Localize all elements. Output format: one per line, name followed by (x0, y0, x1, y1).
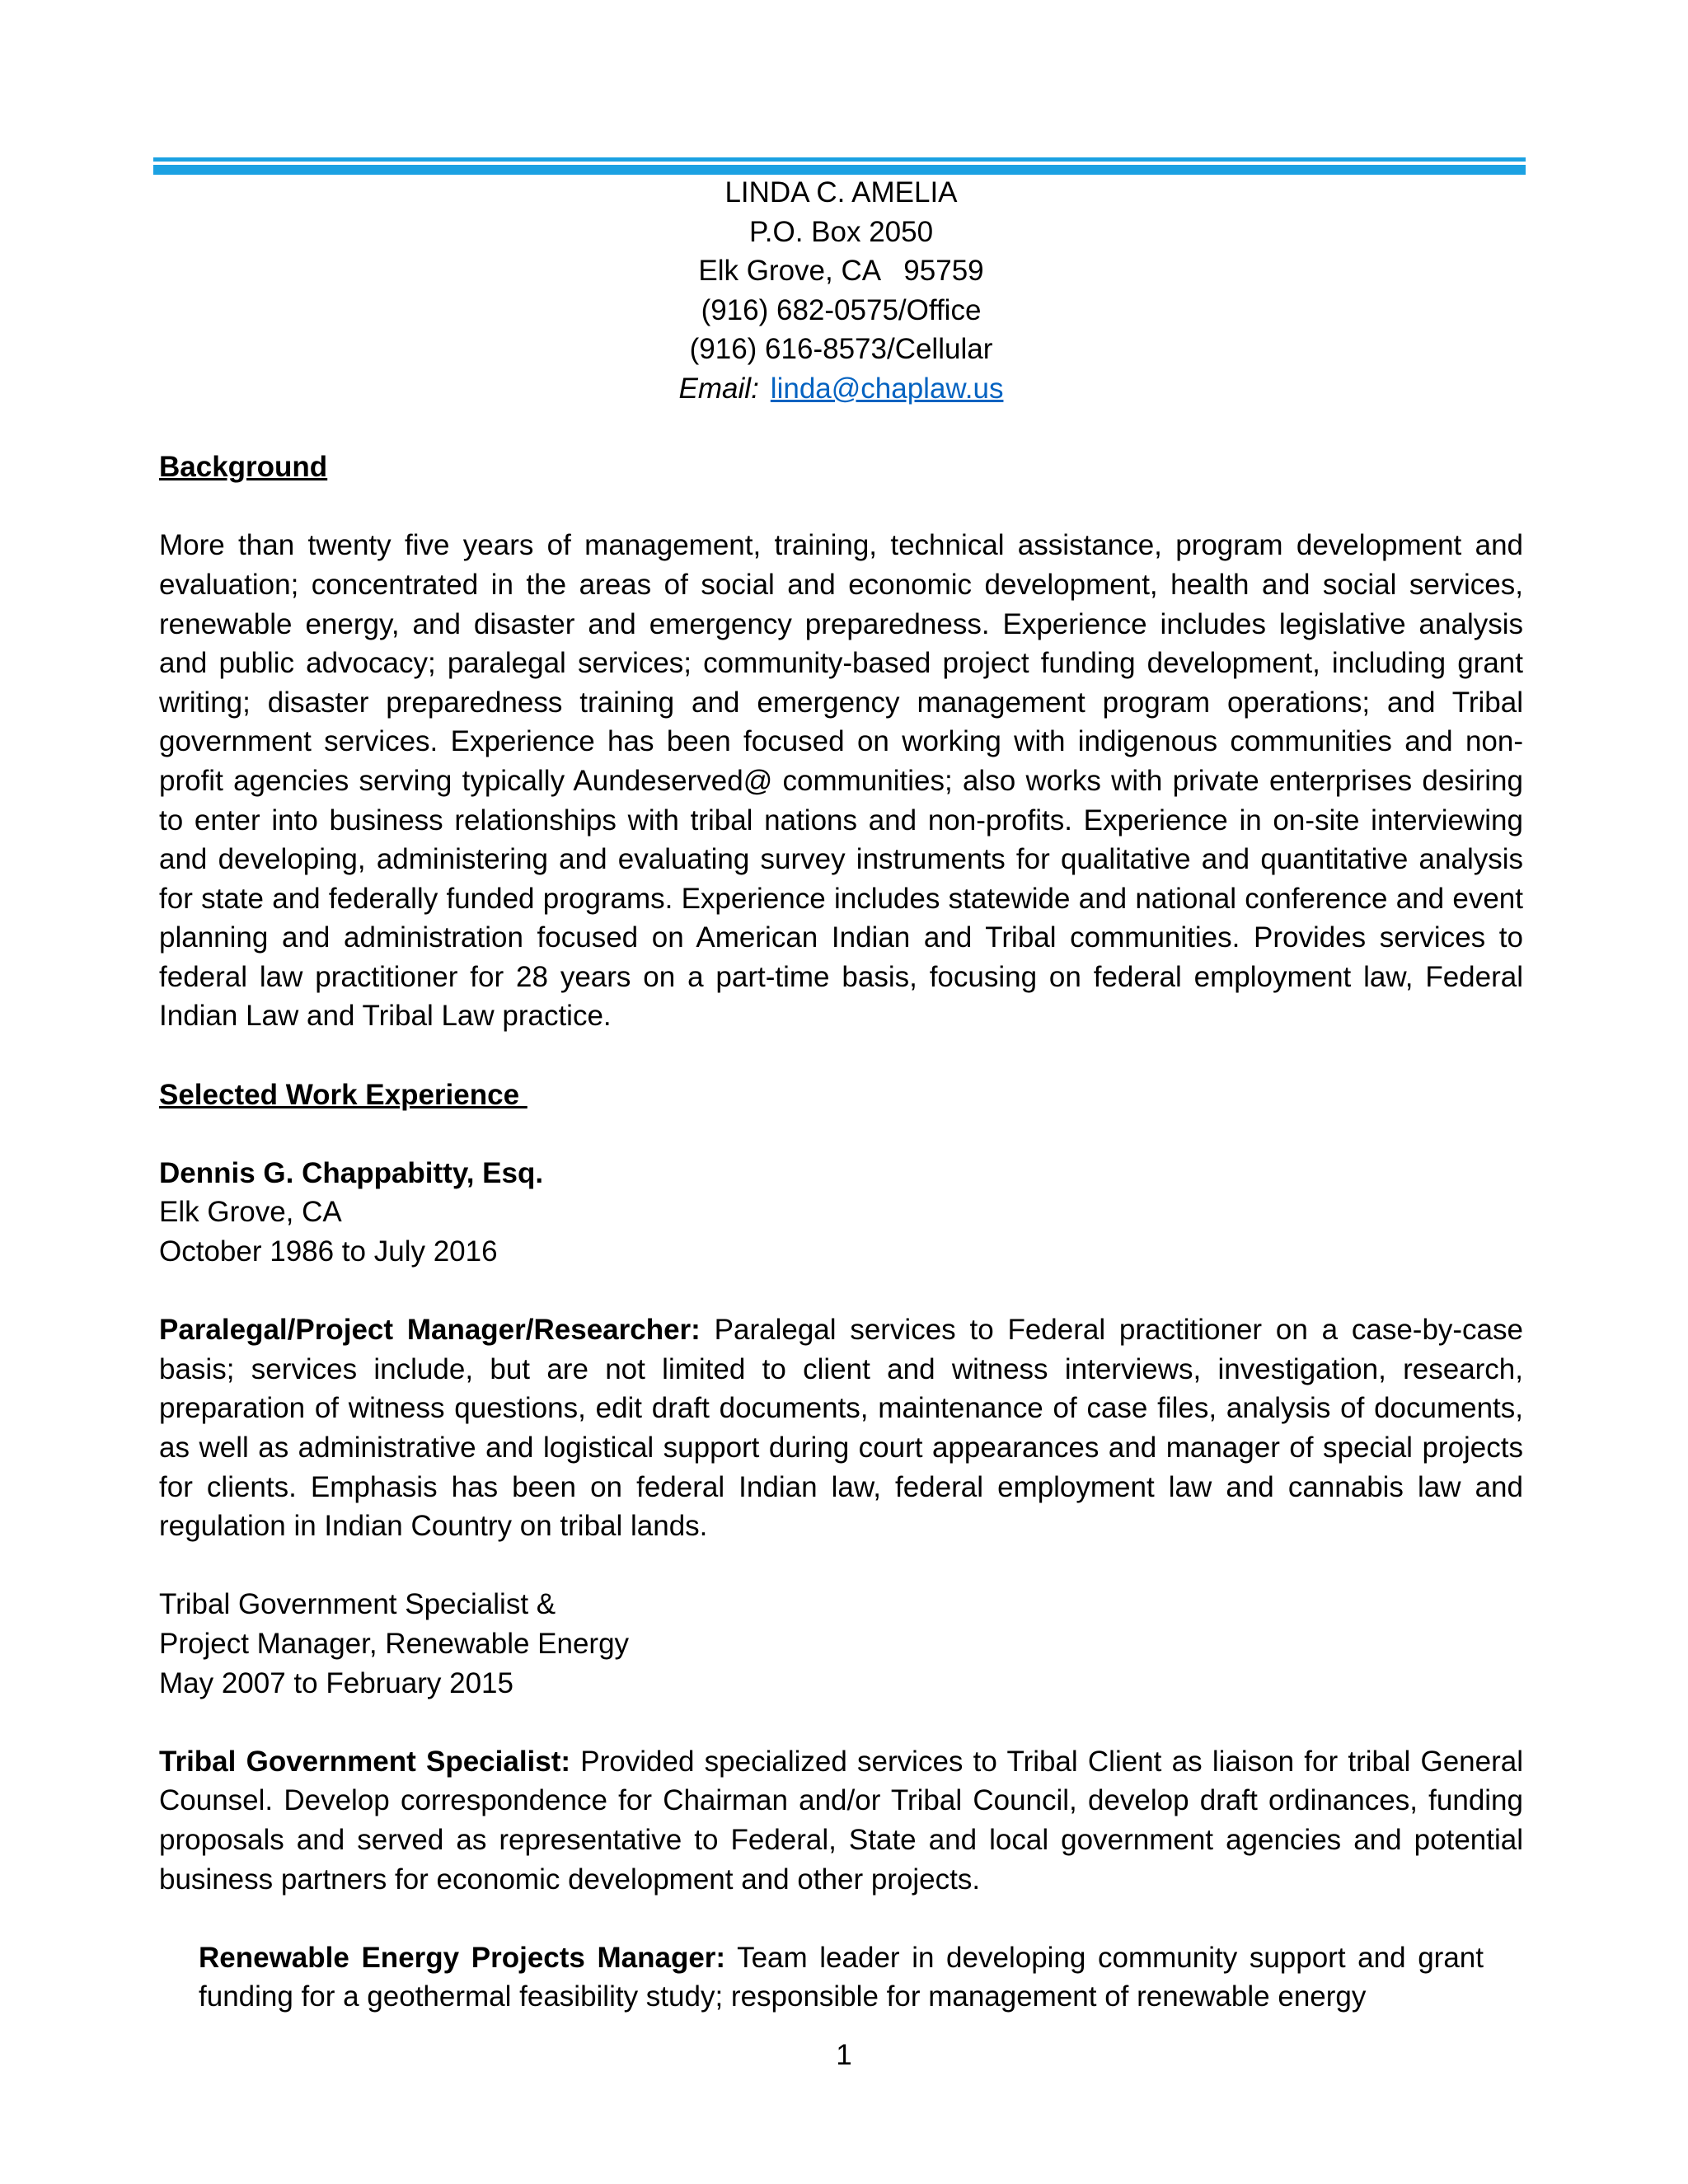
role-1-title: Paralegal/Project Manager/Researcher: (159, 1314, 701, 1347)
employer-1-location: Elk Grove, CA (159, 1196, 342, 1229)
background-heading-text: Background (159, 451, 328, 484)
phone-cell: (916) 616-8573/Cellular (689, 333, 993, 366)
work-experience-heading (159, 1076, 1523, 1115)
employer-1-dates: October 1986 to July 2016 (159, 1235, 498, 1268)
header-rule-thin (153, 157, 1526, 162)
role-1-paragraph (159, 1310, 1523, 1546)
email-line (159, 369, 1523, 409)
resume-body (159, 173, 1523, 2017)
email-link[interactable]: linda@chaplaw.us (770, 372, 1004, 405)
role-2-title: Tribal Government Specialist: (159, 1745, 571, 1778)
role-2-paragraph (159, 1742, 1523, 1899)
employer-1-name: Dennis G. Chappabitty, Esq. (159, 1156, 544, 1189)
employer-1 (159, 1154, 1523, 1272)
employer-2-dates: May 2007 to February 2015 (159, 1666, 513, 1699)
contact-header (159, 173, 1523, 409)
role-3-paragraph (199, 1938, 1484, 2017)
background-paragraph: More than twenty five years of management, training, technical assistance, program development and evaluation; concentrated in the areas of social and economic development, health and social services, renewable energy, and disaster and emergency preparedness. Experience includes legislative analysis and public advocacy; paralegal services; community-based project funding development, including grant writing; disaster preparedness training and emergency management program operations; and Tribal government services. Experience has been focused on working with indigenous communities and non-profit agencies serving typically Aundeserved@ communities; also works with private enterprises desiring to enter into business relationships with tribal nations and non-profits. Experience in on-site interviewing and developing, administering and evaluating survey instruments for qualitative and quantitative analysis for state and federally funded programs. Experience includes statewide and national conference and event planning and administration focused on American Indian and Tribal communities. Provides services to federal law practitioner for 28 years on a part-time basis, focusing on federal employment law, Federal Indian Law and Tribal Law practice. (159, 529, 1523, 1033)
background-heading (159, 448, 1523, 487)
role-3-text: Team leader in developing community support and grant funding for a geothermal feasibility study; responsible for management of renewable energy (199, 1941, 1484, 2013)
address-line-2-text: Elk Grove, CA 95759 (698, 255, 984, 288)
applicant-name: LINDA C. AMELIA (724, 176, 958, 209)
address-line-1: P.O. Box 2050 (748, 215, 934, 248)
address-line-2 (159, 251, 1523, 291)
employer-2-title-line-1: Tribal Government Specialist & (159, 1588, 556, 1621)
employer-2 (159, 1585, 1523, 1703)
role-1-text: Paralegal services to Federal practitioner on a case-by-case basis; services include, but are not limited to client and witness interviews, investigation, research, preparation of witness questions, edit draft documents, maintenance of case files, analysis of documents, as well as administrative and logistical support during court appearances and manager of special projects for clients. Emphasis has been on federal Indian law, federal employment law and cannabis law and regulation in Indian Country on tribal lands. (159, 1314, 1523, 1543)
page-number: 1 (836, 2039, 852, 2071)
phone-office: (916) 682-0575/Office (701, 293, 982, 326)
work-experience-heading-text: Selected Work Experience (159, 1078, 528, 1111)
role-3-title: Renewable Energy Projects Manager: (199, 1941, 726, 1974)
email-label: Email: (678, 372, 759, 405)
role-2-text: Provided specialized services to Tribal Client as liaison for tribal General Counsel. Develop correspondence for Chairman and/or Tribal Council, develop draft ordinances, funding proposals and served as representative to Federal, State and local government agencies and potential business partners for economic development and other projects. (159, 1745, 1523, 1896)
employer-2-title-line-2: Project Manager, Renewable Energy (159, 1627, 630, 1660)
